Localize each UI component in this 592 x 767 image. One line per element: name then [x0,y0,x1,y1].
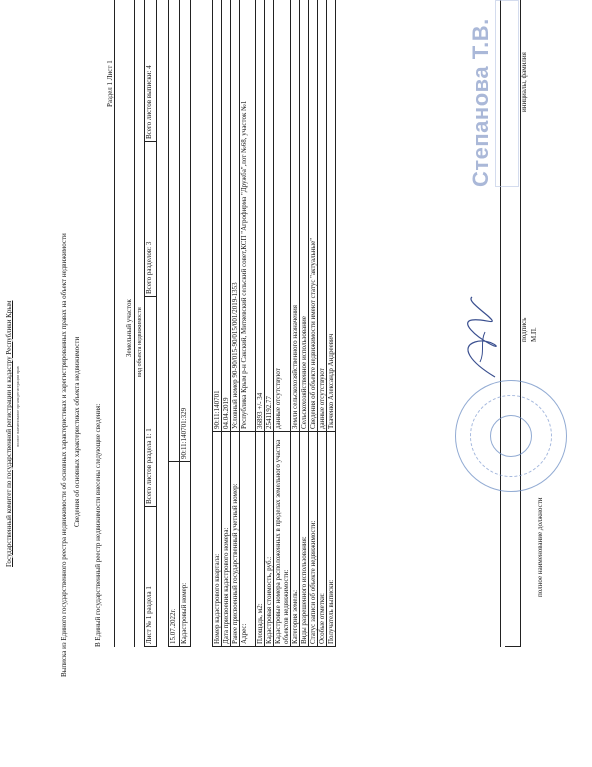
rule [134,0,135,647]
detail-label: Дата присвоения кадастрового номера: [222,432,231,647]
handwritten-signature-icon [450,292,510,382]
detail-label: Адрес: [240,432,256,647]
sheet-info-table [144,0,157,647]
object-kind: Земельный участок [125,299,133,357]
detail-value: 04.04.2019 [222,0,231,432]
detail-label: Кадастровые номера расположенных в пределах земельного участка объектов недвижимости: [274,432,291,647]
document-subtitle: Сведения об основных характеристиках объекта недвижимости [73,336,81,527]
cadastral-number-label: Кадастровый номер: [180,462,191,647]
name-stamp-frame [495,0,519,187]
detail-value: 90:11:140701 [213,0,222,432]
register-intro: В Единый государственный реестр недвижимости внесены следующие сведения: [94,403,102,647]
detail-label: Получатель выписки: [327,432,336,647]
authority-name: Государственный комитет по государственной регистрации и кадастру Республики Крым [5,300,13,567]
detail-label: Площадь, м2: [256,432,265,647]
name-stamp: Степанова Т.В. [468,18,493,187]
detail-value: Сельскохозяйственное использование [300,0,309,432]
signature-caption: подпись [520,317,528,342]
detail-value: Республика Крым р-н Сакский, Митяевский сельский совет,КСП "Агрофирма "Дружба",лот №68, участок №1 [240,0,256,432]
rule [505,646,520,647]
detail-value: данные отсутствуют [274,0,291,432]
detail-value: Земли сельскохозяйственного назначения [291,0,300,432]
detail-label: Номер кадастрового квартала: [213,432,222,647]
document-title: Выписка из Единого государственного реестра недвижимости об основных характеристиках и зарегистрированных правах на объект недвижимости [60,233,68,677]
detail-label: Категория земель: [291,432,300,647]
section-reference: Раздел 1 Лист 1 [106,60,114,107]
authority-caption: полное наименование органа регистрации прав [15,366,20,447]
detail-value: 2541192.77 [265,0,274,432]
detail-value: Условный номер 90-90/015-90/015/001/2019-1353 [231,0,240,432]
sheets-in-section: Всего листов раздела 1: 1 [145,297,157,507]
detail-label: Ранее присвоенный государственный учетный номер: [231,432,240,647]
sections-total: Всего разделов: 3 [145,142,157,297]
detail-value: 36893 +/- 34 [256,0,265,432]
cadastral-table [168,0,191,647]
stamp-caption: М.П. [530,327,538,342]
detail-label: Виды разрешенного использования: [300,432,309,647]
detail-value: данные отсутствуют [318,0,327,432]
name-caption: инициалы, фамилия [520,52,528,112]
extract-date: 15.07.2022г. [169,462,180,647]
sheets-total: Всего листов выписки: 4 [145,0,157,142]
rule [114,0,115,647]
position-caption: полное наименование должности [536,497,544,597]
detail-label: Кадастровая стоимость, руб.: [265,432,274,647]
cadastral-number-value: 90:11:140701:329 [180,0,191,462]
detail-label: Статус записи об объекте недвижимости: [309,432,318,647]
detail-label: Особые отметки: [318,432,327,647]
detail-value: Ткаченко Александр Андреевич [327,0,336,432]
sheet-number: Лист № 1 раздела 1 [145,507,157,647]
object-kind-caption: вид объекта недвижимости [137,307,143,377]
seal-center-ring [490,415,532,457]
details-table [212,0,336,647]
detail-value: Сведения об объекте недвижимости имеют статус "актуальные" [309,0,318,432]
